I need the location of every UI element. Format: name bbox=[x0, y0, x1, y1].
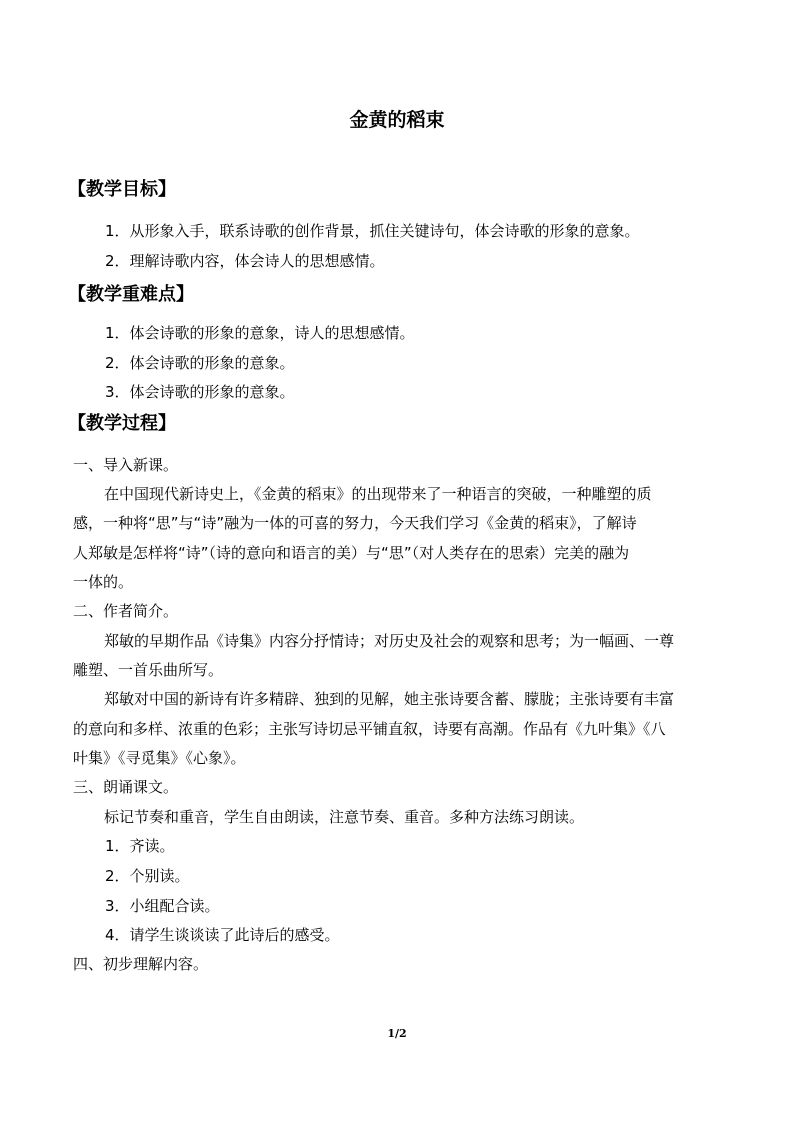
process-line-10: 的意向和多样、浓重的色彩；主张写诗切忌平铺直叙，诗要有高潮。作品有《九叶集》《八 bbox=[73, 720, 666, 738]
process-line-13: 标记节奏和重音，学生自由朗读，注意节奏、重音。多种方法练习朗读。 bbox=[104, 808, 585, 826]
goals-item-2: 2．理解诗歌内容，体会诗人的思想感情。 bbox=[105, 252, 385, 270]
process-line-18: 四、初步理解内容。 bbox=[73, 955, 209, 973]
process-line-9: 郑敏对中国的新诗有许多精辟、独到的见解，她主张诗要含蓄、朦胧；主张诗要有丰富 bbox=[104, 690, 675, 708]
process-line-5: 一体的。 bbox=[73, 573, 134, 591]
goals-item-1: 1．从形象入手，联系诗歌的创作背景，抓住关键诗句，体会诗歌的形象的意象。 bbox=[105, 222, 640, 240]
process-line-6: 二、作者简介。 bbox=[73, 602, 179, 620]
page-number: 1/2 bbox=[387, 1027, 407, 1040]
keypoints-item-2: 2．体会诗歌的形象的意象。 bbox=[105, 354, 295, 372]
section-heading-process: 【教学过程】 bbox=[68, 413, 176, 434]
process-line-16: 3．小组配合读。 bbox=[105, 897, 220, 915]
process-line-3: 感，一种将“思”与“诗”融为一体的可喜的努力，今天我们学习《金黄的稻束》，了解诗 bbox=[73, 514, 637, 532]
process-line-11: 叶集》《寻觅集》《心象》。 bbox=[73, 749, 246, 767]
process-line-1: 一、导入新课。 bbox=[73, 456, 179, 474]
process-line-7: 郑敏的早期作品《诗集》内容分抒情诗；对历史及社会的观察和思考；为一幅画、一尊 bbox=[104, 632, 675, 650]
section-heading-keypoints: 【教学重难点】 bbox=[68, 284, 194, 305]
process-line-15: 2．个别读。 bbox=[105, 867, 190, 885]
process-line-17: 4．请学生谈谈读了此诗后的感受。 bbox=[105, 926, 340, 944]
process-line-14: 1．齐读。 bbox=[105, 837, 175, 855]
process-line-8: 雕塑、一首乐曲所写。 bbox=[73, 661, 224, 679]
document-title: 金黄的稻束 bbox=[349, 109, 445, 131]
section-heading-goals: 【教学目标】 bbox=[68, 179, 176, 200]
keypoints-item-3: 3．体会诗歌的形象的意象。 bbox=[105, 383, 295, 401]
process-line-4: 人郑敏是怎样将“诗”（诗的意向和语言的美）与“思”（对人类存在的思索）完美的融为 bbox=[73, 544, 630, 562]
process-line-2: 在中国现代新诗史上，《金黄的稻束》的出现带来了一种语言的突破，一种雕塑的质 bbox=[104, 485, 652, 503]
process-line-12: 三、朗诵课文。 bbox=[73, 778, 179, 796]
keypoints-item-1: 1．体会诗歌的形象的意象，诗人的思想感情。 bbox=[105, 324, 415, 342]
